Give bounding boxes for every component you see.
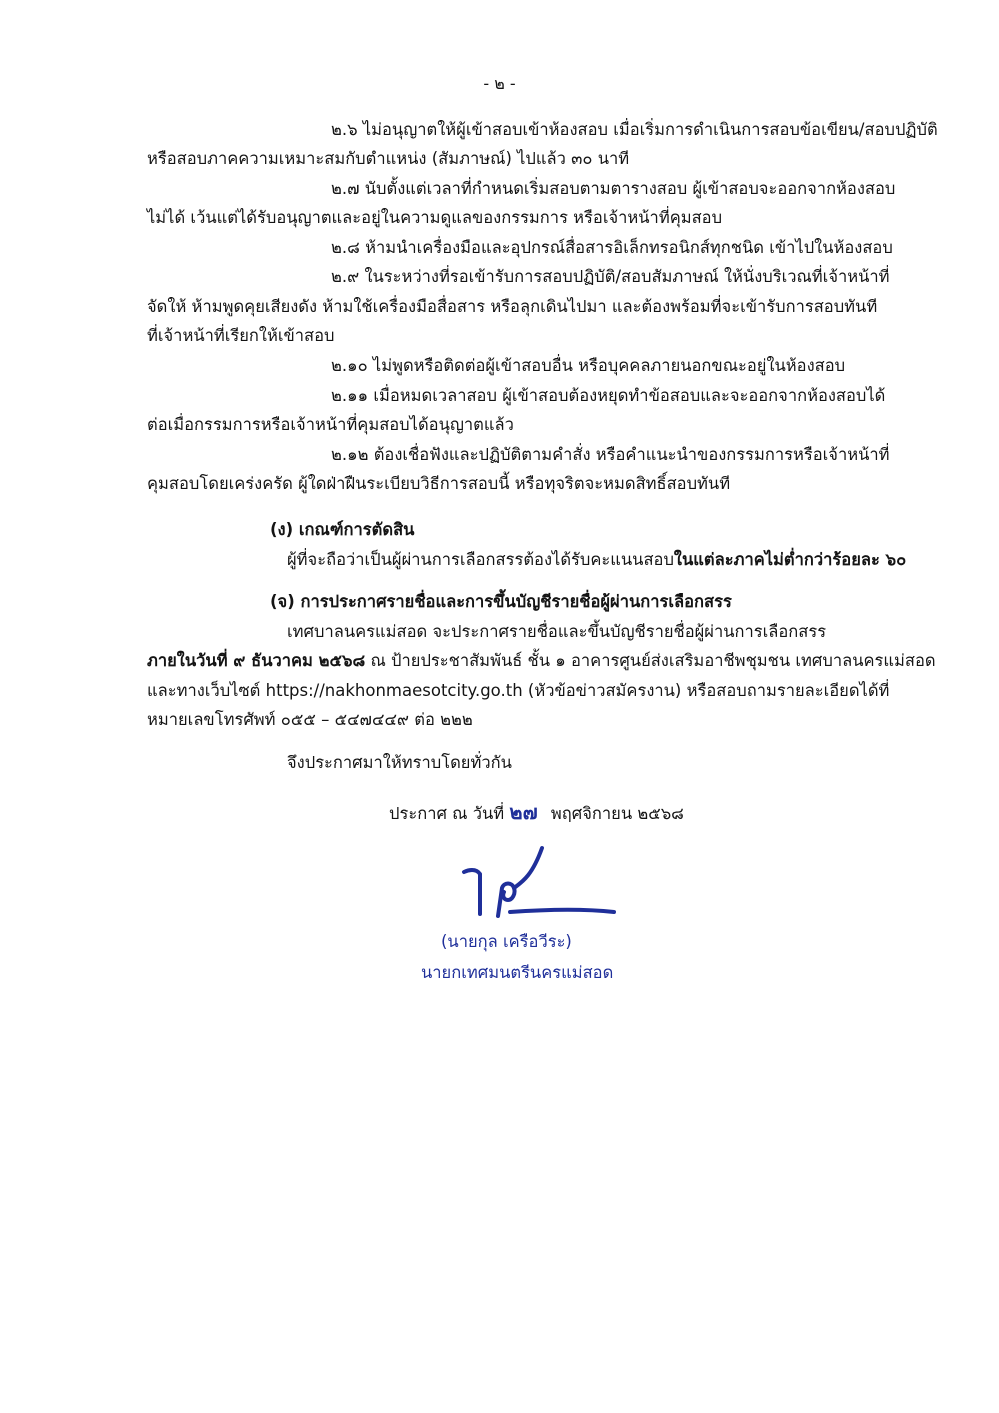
rule-2-7-line-1: ๒.๗ นับตั้งแต่เวลาที่กำหนดเริ่มสอบตามตารางสอบ ผู้เข้าสอบจะออกจากห้องสอบ (331, 179, 896, 198)
section-d-text (287, 548, 906, 572)
rule-2-9-line-1: ๒.๙ ในระหว่างที่รอเข้ารับการสอบปฏิบัติ/สอบสัมภาษณ์ ให้นั่งบริเวณที่เจ้าหน้าที่ (331, 267, 890, 286)
rule-2-8-line: ๒.๘ ห้ามนำเครื่องมือและอุปกรณ์สื่อสารอิเล็กทรอนิกส์ทุกชนิด เข้าไปในห้องสอบ (331, 238, 893, 257)
closing-text: จึงประกาศมาให้ทราบโดยทั่วกัน (287, 753, 512, 772)
rule-2-6-line-2: หรือสอบภาคความเหมาะสมกับตำแหน่ง (สัมภาษณ์) ไปแล้ว ๓๐ นาที (147, 149, 630, 168)
rule-2-9-line-2: จัดให้ ห้ามพูดคุยเสียงดัง ห้ามใช้เครื่องมือสื่อสาร หรือลุกเดินไปมา และต้องพร้อมที่จะเข้ารับการสอบทันที (147, 297, 878, 316)
rule-2-10-line: ๒.๑๐ ไม่พูดหรือติดต่อผู้เข้าสอบอื่น หรือบุคคลภายนอกขณะอยู่ในห้องสอบ (331, 356, 846, 375)
section-e-line-1: เทศบาลนครแม่สอด จะประกาศรายชื่อและขึ้นบัญชีรายชื่อผู้ผ่านการเลือกสรร (287, 622, 827, 641)
signer-name: (นายกุล เครือวีระ) (441, 932, 572, 951)
section-e-date-bold: ภายในวันที่ ๙ ธันวาคม ๒๕๖๘ (147, 651, 366, 670)
section-d-heading: (ง) เกณฑ์การตัดสิน (270, 520, 415, 539)
handwritten-day: ๒๗ (509, 800, 538, 824)
section-e-location: ณ ป้ายประชาสัมพันธ์ ชั้น ๑ อาคารศูนย์ส่งเสริมอาชีพชุมชน เทศบาลนครแม่สอด (365, 651, 936, 670)
rule-2-12-line-1: ๒.๑๒ ต้องเชื่อฟังและปฏิบัติตามคำสั่ง หรือคำแนะนำของกรรมการหรือเจ้าหน้าที่ (331, 445, 890, 464)
page-number: - ๒ - (483, 74, 516, 93)
announce-month-year: พฤศจิกายน ๒๕๖๘ (550, 804, 684, 823)
section-d-text-bold: ในแต่ละภาคไม่ต่ำกว่าร้อยละ ๖๐ (673, 550, 907, 569)
section-e-line-4: หมายเลขโทรศัพท์ ๐๕๕ – ๕๔๗๔๔๙ ต่อ ๒๒๒ (147, 710, 473, 729)
section-e-line-3: และทางเว็บไซต์ https://nakhonmaesotcity.go.th (หัวข้อข่าวสมัครงาน) หรือสอบถามรายละเอียดได้ที่ (147, 681, 890, 700)
rule-2-9-line-3: ที่เจ้าหน้าที่เรียกให้เข้าสอบ (147, 326, 335, 345)
signature-image (458, 842, 618, 922)
section-d-text-plain: ผู้ที่จะถือว่าเป็นผู้ผ่านการเลือกสรรต้องได้รับคะแนนสอบ (287, 550, 674, 569)
section-e-line-2 (147, 649, 936, 673)
signer-position: นายกเทศมนตรีนครแม่สอด (421, 963, 614, 982)
rule-2-12-line-2: คุมสอบโดยเคร่งครัด ผู้ใดฝ่าฝืนระเบียบวิธีการสอบนี้ หรือทุจริตจะหมดสิทธิ์สอบทันที (147, 474, 731, 493)
rule-2-11-line-2: ต่อเมื่อกรรมการหรือเจ้าหน้าที่คุมสอบได้อนุญาตแล้ว (147, 415, 514, 434)
rule-2-11-line-1: ๒.๑๑ เมื่อหมดเวลาสอบ ผู้เข้าสอบต้องหยุดทำข้อสอบและจะออกจากห้องสอบได้ (331, 386, 886, 405)
announce-prefix: ประกาศ ณ วันที่ (389, 804, 505, 823)
rule-2-7-line-2: ไม่ได้ เว้นแต่ได้รับอนุญาตและอยู่ในความดูแลของกรรมการ หรือเจ้าหน้าที่คุมสอบ (147, 208, 723, 227)
announce-date (389, 800, 684, 826)
section-e-heading: (จ) การประกาศรายชื่อและการขึ้นบัญชีรายชื่อผู้ผ่านการเลือกสรร (270, 592, 732, 611)
rule-2-6-line-1: ๒.๖ ไม่อนุญาตให้ผู้เข้าสอบเข้าห้องสอบ เมื่อเริ่มการดำเนินการสอบข้อเขียน/สอบปฏิบัติ (331, 120, 938, 139)
